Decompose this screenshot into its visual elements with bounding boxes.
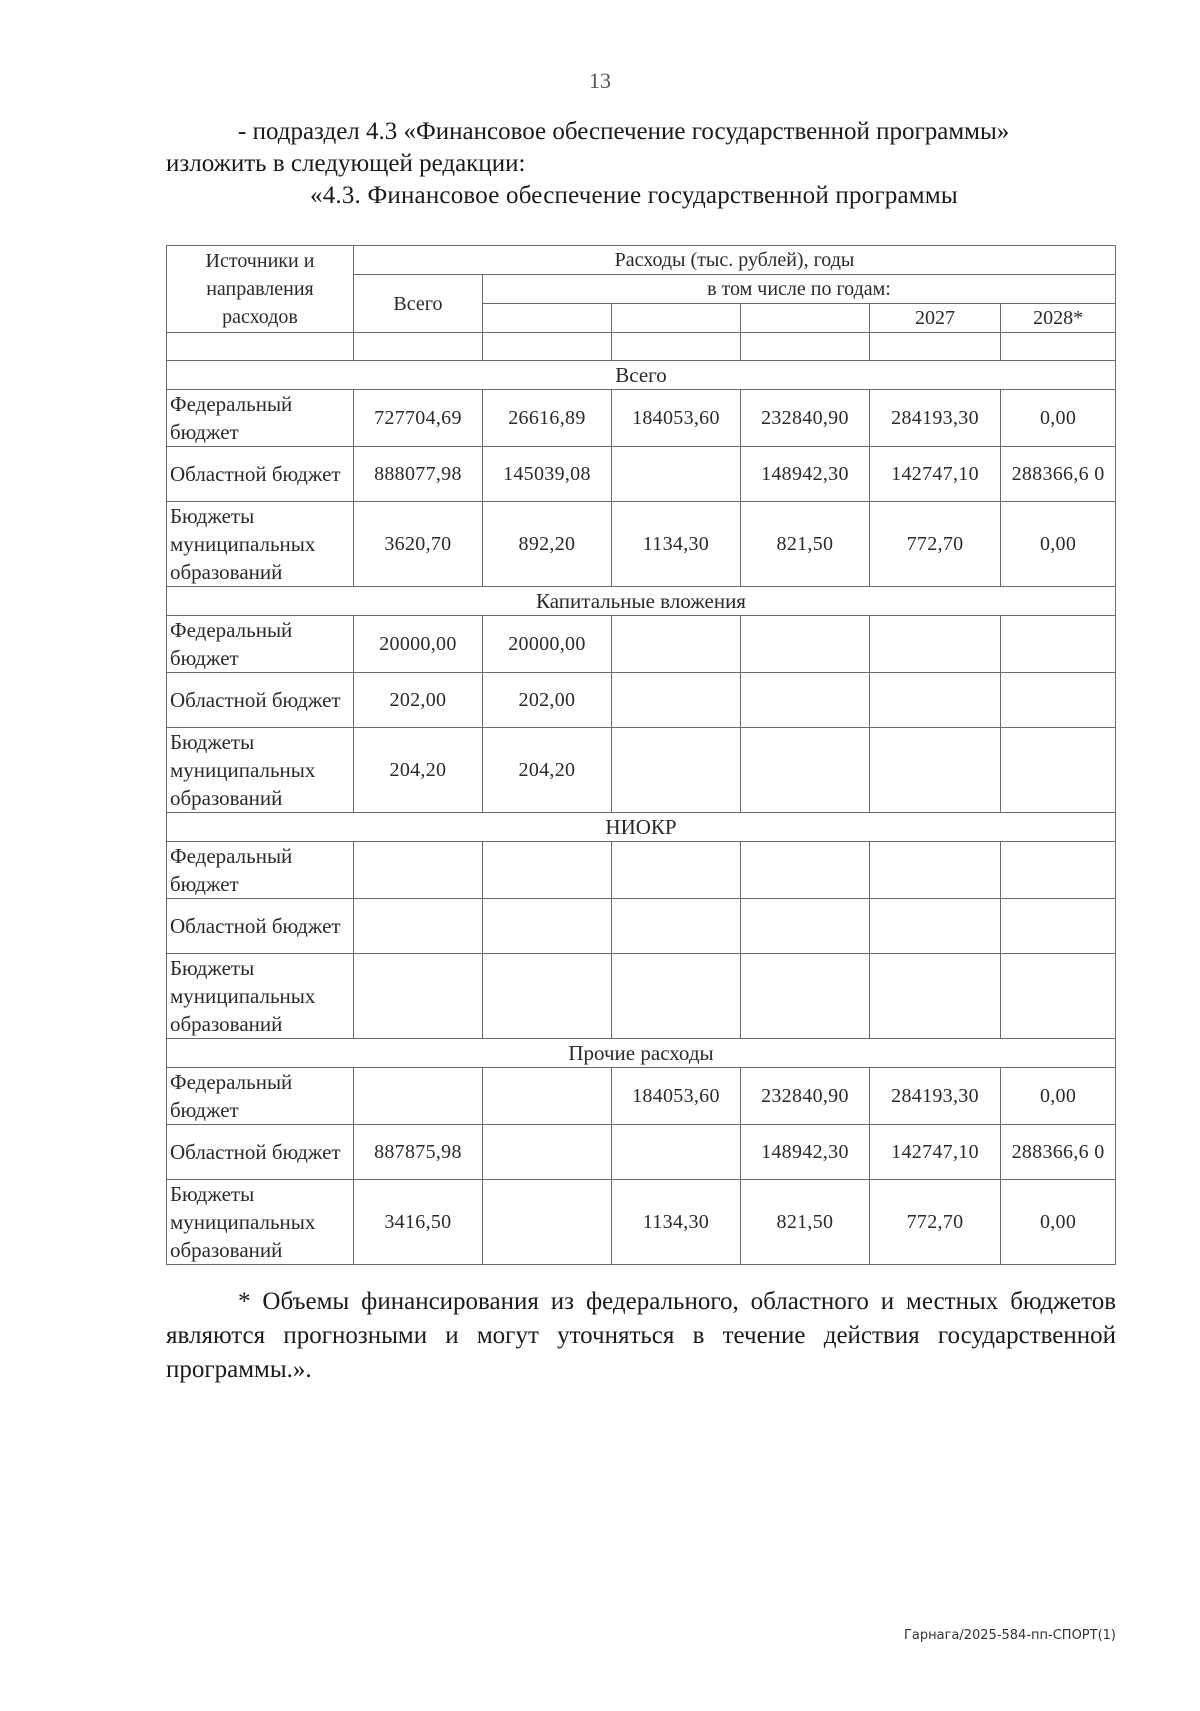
value-cell	[869, 842, 1000, 899]
value-cell	[353, 899, 482, 954]
value-cell	[869, 673, 1000, 728]
value-cell: 142747,10	[869, 447, 1000, 502]
source-cell: Федеральный бюджет	[167, 1068, 354, 1125]
header-year: 2027	[869, 304, 1000, 333]
source-cell: Областной бюджет	[167, 899, 354, 954]
value-cell	[740, 842, 869, 899]
spacer-cell	[611, 333, 740, 361]
section-title: НИОКР	[167, 813, 1116, 842]
value-cell	[353, 1068, 482, 1125]
section-title: Капитальные вложения	[167, 587, 1116, 616]
financing-table	[166, 245, 1116, 1265]
source-cell: Областной бюджет	[167, 673, 354, 728]
value-cell	[611, 1125, 740, 1180]
value-cell	[611, 447, 740, 502]
spacer-cell	[740, 333, 869, 361]
intro-line-2: изложить в следующей редакции:	[166, 150, 526, 177]
value-cell: 821,50	[740, 1180, 869, 1265]
value-cell: 148942,30	[740, 1125, 869, 1180]
value-cell: 184053,60	[611, 1068, 740, 1125]
value-cell: 145039,08	[482, 447, 611, 502]
source-cell: Бюджеты муниципальных образований	[167, 1180, 354, 1265]
value-cell: 1134,30	[611, 1180, 740, 1265]
value-cell: 284193,30	[869, 1068, 1000, 1125]
value-cell	[869, 728, 1000, 813]
value-cell	[740, 954, 869, 1039]
value-cell	[1001, 673, 1116, 728]
value-cell: 204,20	[353, 728, 482, 813]
value-cell	[869, 954, 1000, 1039]
value-cell: 202,00	[353, 673, 482, 728]
value-cell: 142747,10	[869, 1125, 1000, 1180]
value-cell: 0,00	[1001, 1068, 1116, 1125]
section-header-row	[167, 813, 1116, 842]
value-cell	[482, 1068, 611, 1125]
value-cell: 3620,70	[353, 502, 482, 587]
header-row-1	[167, 246, 1116, 275]
table-row	[167, 616, 1116, 673]
section-heading: «4.3. Финансовое обеспечение государственной программы	[310, 182, 958, 209]
value-cell	[1001, 954, 1116, 1039]
value-cell	[611, 842, 740, 899]
value-cell	[482, 842, 611, 899]
section-header-row	[167, 1039, 1116, 1068]
value-cell: 3416,50	[353, 1180, 482, 1265]
spacer-cell	[482, 333, 611, 361]
value-cell	[611, 954, 740, 1039]
spacer-cell	[353, 333, 482, 361]
value-cell: 1134,30	[611, 502, 740, 587]
spacer-cell	[167, 333, 354, 361]
value-cell: 284193,30	[869, 390, 1000, 447]
value-cell: 288366,6 0	[1001, 1125, 1116, 1180]
header-year	[740, 304, 869, 333]
table-row	[167, 447, 1116, 502]
header-by-year: в том числе по годам:	[482, 275, 1115, 304]
header-spacer-row	[167, 333, 1116, 361]
table-row	[167, 954, 1116, 1039]
value-cell	[740, 899, 869, 954]
value-cell: 202,00	[482, 673, 611, 728]
source-cell: Бюджеты муниципальных образований	[167, 728, 354, 813]
section-header-row	[167, 361, 1116, 390]
spacer-cell	[1001, 333, 1116, 361]
value-cell: 232840,90	[740, 390, 869, 447]
source-cell: Областной бюджет	[167, 447, 354, 502]
value-cell: 20000,00	[353, 616, 482, 673]
financing-table-body	[167, 246, 1116, 1265]
table-row	[167, 390, 1116, 447]
value-cell	[1001, 899, 1116, 954]
source-cell: Бюджеты муниципальных образований	[167, 502, 354, 587]
source-cell: Федеральный бюджет	[167, 390, 354, 447]
table-row	[167, 502, 1116, 587]
source-cell: Бюджеты муниципальных образований	[167, 954, 354, 1039]
table-row	[167, 1068, 1116, 1125]
source-cell: Федеральный бюджет	[167, 616, 354, 673]
value-cell	[740, 728, 869, 813]
source-cell: Федеральный бюджет	[167, 842, 354, 899]
intro-line-1: - подраздел 4.3 «Финансовое обеспечение государственной программы»	[238, 118, 1010, 145]
value-cell	[1001, 616, 1116, 673]
value-cell	[482, 1180, 611, 1265]
section-header-row	[167, 587, 1116, 616]
value-cell	[482, 1125, 611, 1180]
header-year: 2028*	[1001, 304, 1116, 333]
value-cell	[611, 899, 740, 954]
value-cell: 772,70	[869, 502, 1000, 587]
value-cell: 772,70	[869, 1180, 1000, 1265]
value-cell	[611, 616, 740, 673]
section-title: Прочие расходы	[167, 1039, 1116, 1068]
value-cell	[611, 673, 740, 728]
footer-document-code: Гарнага/2025-584-пп-СПОРТ(1)	[903, 1628, 1116, 1643]
table-row	[167, 899, 1116, 954]
table-row	[167, 1180, 1116, 1265]
value-cell: 727704,69	[353, 390, 482, 447]
value-cell: 148942,30	[740, 447, 869, 502]
value-cell	[482, 954, 611, 1039]
value-cell	[353, 842, 482, 899]
value-cell: 184053,60	[611, 390, 740, 447]
header-year	[611, 304, 740, 333]
value-cell: 288366,6 0	[1001, 447, 1116, 502]
value-cell	[611, 728, 740, 813]
footnote: * Объемы финансирования из федерального, областного и местных бюджетов являются прогнозными и могут уточняться в течение действия государственной программы.».	[166, 1288, 1116, 1383]
header-total: Всего	[353, 275, 482, 333]
value-cell: 892,20	[482, 502, 611, 587]
value-cell: 20000,00	[482, 616, 611, 673]
page-number: 13	[589, 68, 611, 93]
section-title: Всего	[167, 361, 1116, 390]
value-cell	[1001, 842, 1116, 899]
value-cell: 204,20	[482, 728, 611, 813]
table-row	[167, 842, 1116, 899]
header-sources: Источники и направления расходов	[167, 246, 354, 333]
table-row	[167, 728, 1116, 813]
value-cell: 26616,89	[482, 390, 611, 447]
header-expenses: Расходы (тыс. рублей), годы	[353, 246, 1115, 275]
value-cell: 888077,98	[353, 447, 482, 502]
value-cell	[740, 673, 869, 728]
value-cell	[869, 616, 1000, 673]
value-cell	[482, 899, 611, 954]
source-cell: Областной бюджет	[167, 1125, 354, 1180]
value-cell: 0,00	[1001, 390, 1116, 447]
table-row	[167, 1125, 1116, 1180]
spacer-cell	[869, 333, 1000, 361]
value-cell: 0,00	[1001, 1180, 1116, 1265]
table-row	[167, 673, 1116, 728]
value-cell	[1001, 728, 1116, 813]
header-year	[482, 304, 611, 333]
value-cell: 232840,90	[740, 1068, 869, 1125]
value-cell	[740, 616, 869, 673]
value-cell	[353, 954, 482, 1039]
value-cell	[869, 899, 1000, 954]
value-cell: 821,50	[740, 502, 869, 587]
value-cell: 0,00	[1001, 502, 1116, 587]
value-cell: 887875,98	[353, 1125, 482, 1180]
